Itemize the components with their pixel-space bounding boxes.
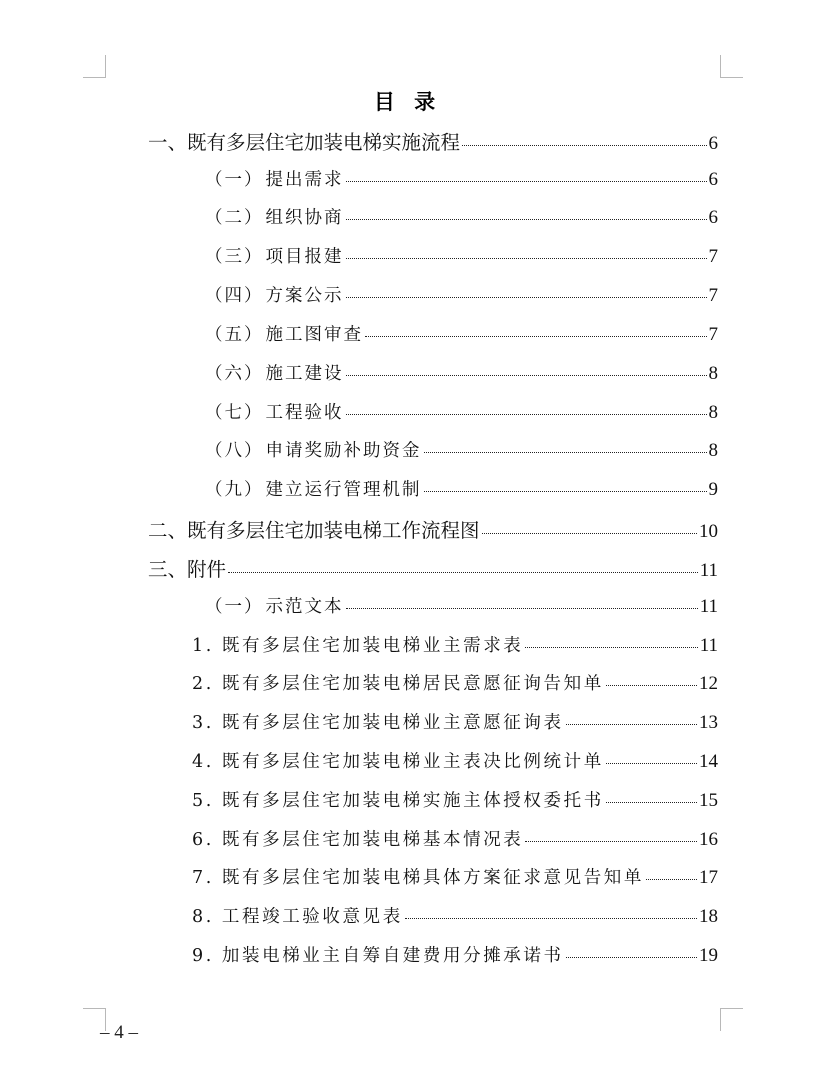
toc-entry-text: 附件 [187, 558, 227, 581]
toc-entry-text: 施工建设 [265, 364, 344, 384]
dot-leader [566, 957, 697, 958]
dot-leader [365, 336, 707, 337]
toc-entry-page: 7 [708, 285, 718, 306]
toc-entry-number: 3. [192, 713, 214, 733]
dot-leader [346, 414, 707, 415]
toc-entry-number: （一） [205, 597, 264, 617]
dot-leader [424, 452, 707, 453]
toc-entry[interactable] [205, 437, 718, 465]
dot-leader [606, 685, 697, 686]
toc-entry-page: 14 [699, 751, 718, 772]
toc-entry-text: 既有多层住宅加装电梯居民意愿征询告知单 [221, 674, 604, 694]
dot-leader [346, 297, 707, 298]
toc-entry-text: 工程验收 [265, 403, 344, 423]
toc-entry[interactable] [192, 709, 718, 737]
toc-entry-text: 工程竣工验收意见表 [221, 907, 403, 927]
toc-entry-number: （八） [205, 441, 264, 461]
dot-leader [462, 145, 706, 146]
page-number: – 4 – [100, 1022, 138, 1043]
toc-entry-page: 12 [699, 673, 718, 694]
toc-entry-text: 组织协商 [265, 208, 344, 228]
crop-mark-top-left [83, 55, 106, 78]
toc-entry-page: 6 [708, 169, 718, 190]
toc-entry[interactable] [205, 399, 718, 427]
toc-entry-text: 施工图审查 [265, 325, 363, 345]
toc-entry[interactable] [192, 748, 718, 776]
toc-entry[interactable] [205, 282, 718, 310]
toc-entry[interactable] [192, 942, 718, 970]
toc-entry-number: （五） [205, 325, 264, 345]
toc-entry-text: 既有多层住宅加装电梯具体方案征求意见告知单 [221, 868, 645, 888]
toc-entry-number: 7. [192, 868, 214, 888]
toc-entry-text: 既有多层住宅加装电梯基本情况表 [221, 830, 524, 850]
dot-leader [525, 647, 697, 648]
toc-entry-page: 7 [708, 324, 718, 345]
dot-leader [346, 258, 707, 259]
toc-entry-text: 既有多层住宅加装电梯工作流程图 [187, 519, 480, 542]
toc-title: 目 录 [373, 90, 442, 114]
toc-entry-number: （二） [205, 208, 264, 228]
toc-entry-number: 8. [192, 907, 214, 927]
toc-entry[interactable] [148, 127, 718, 155]
toc-entry-page: 19 [699, 945, 718, 966]
toc-entry-number: （七） [205, 403, 264, 423]
toc-entry-page: 11 [699, 560, 718, 581]
crop-mark-bottom-right [720, 1008, 743, 1031]
toc-entry[interactable] [148, 554, 718, 582]
dot-leader [228, 572, 698, 573]
toc-entry-text: 申请奖励补助资金 [265, 441, 422, 461]
dot-leader [346, 375, 707, 376]
toc-entry-page: 6 [708, 207, 718, 228]
toc-entry[interactable] [205, 593, 718, 621]
toc-entry-number: 1. [192, 636, 214, 656]
toc-entry-page: 8 [708, 402, 718, 423]
toc-entry[interactable] [192, 670, 718, 698]
toc-entry-text: 既有多层住宅加装电梯实施主体授权委托书 [221, 791, 604, 811]
toc-entry-text: 既有多层住宅加装电梯业主表决比例统计单 [221, 752, 604, 772]
toc-entry-page: 17 [699, 867, 718, 888]
toc-entry[interactable] [192, 864, 718, 892]
toc-entry-text: 项目报建 [265, 247, 344, 267]
toc-entry-page: 13 [699, 712, 718, 733]
dot-leader [405, 918, 697, 919]
toc-entry-page: 11 [699, 635, 718, 656]
dot-leader [346, 608, 698, 609]
dot-leader [424, 491, 707, 492]
toc-entry-number: （四） [205, 286, 264, 306]
toc-entry-page: 11 [699, 596, 718, 617]
toc-entry-number: （三） [205, 247, 264, 267]
toc-entry-number: （九） [205, 480, 264, 500]
dot-leader [566, 724, 697, 725]
toc-entry-number: 二、 [148, 519, 188, 542]
toc-entry[interactable] [205, 243, 718, 271]
toc-entry-page: 8 [708, 440, 718, 461]
toc-entry-number: 9. [192, 946, 214, 966]
toc-entry-text: 既有多层住宅加装电梯业主意愿征询表 [221, 713, 564, 733]
toc-entry-page: 6 [708, 133, 718, 154]
dot-leader [346, 219, 707, 220]
toc-entry-page: 7 [708, 246, 718, 267]
dot-leader [346, 181, 707, 182]
toc-entry-text: 既有多层住宅加装电梯业主需求表 [221, 636, 524, 656]
toc-entry[interactable] [205, 204, 718, 232]
toc-entry-page: 18 [699, 906, 718, 927]
toc-entry-number: 4. [192, 752, 214, 772]
dot-leader [646, 879, 697, 880]
toc-entry-number: 三、 [148, 558, 188, 581]
dot-leader [606, 802, 697, 803]
toc-entry-text: 既有多层住宅加装电梯实施流程 [187, 131, 461, 154]
toc-entry-number: 5. [192, 791, 214, 811]
toc-entry-page: 10 [699, 521, 718, 542]
toc-entry[interactable] [192, 826, 718, 854]
toc-entry-number: 6. [192, 830, 214, 850]
toc-entry-page: 15 [699, 790, 718, 811]
toc-entry-text: 建立运行管理机制 [265, 480, 422, 500]
crop-mark-top-right [720, 55, 743, 78]
toc-entry[interactable] [148, 515, 718, 543]
dot-leader [606, 763, 697, 764]
toc-entry-number: 一、 [148, 131, 188, 154]
toc-entry-number: （一） [205, 170, 264, 190]
dot-leader [525, 841, 697, 842]
toc-entry-number: 2. [192, 674, 214, 694]
toc-entry-text: 提出需求 [265, 170, 344, 190]
toc-entry-text: 示范文本 [265, 597, 344, 617]
toc-entry[interactable] [205, 166, 718, 194]
toc-entry-page: 9 [708, 479, 718, 500]
toc-entry-text: 加装电梯业主自筹自建费用分摊承诺书 [221, 946, 564, 966]
toc-entry[interactable] [192, 632, 718, 660]
toc-entry[interactable] [192, 903, 718, 931]
toc-entry-page: 16 [699, 829, 718, 850]
toc-entry[interactable] [205, 476, 718, 504]
toc-entry-text: 方案公示 [265, 286, 344, 306]
toc-entry-page: 8 [708, 363, 718, 384]
toc-entry-number: （六） [205, 364, 264, 384]
toc-entry[interactable] [205, 360, 718, 388]
toc-entry[interactable] [192, 787, 718, 815]
toc-entry[interactable] [205, 321, 718, 349]
dot-leader [482, 533, 697, 534]
